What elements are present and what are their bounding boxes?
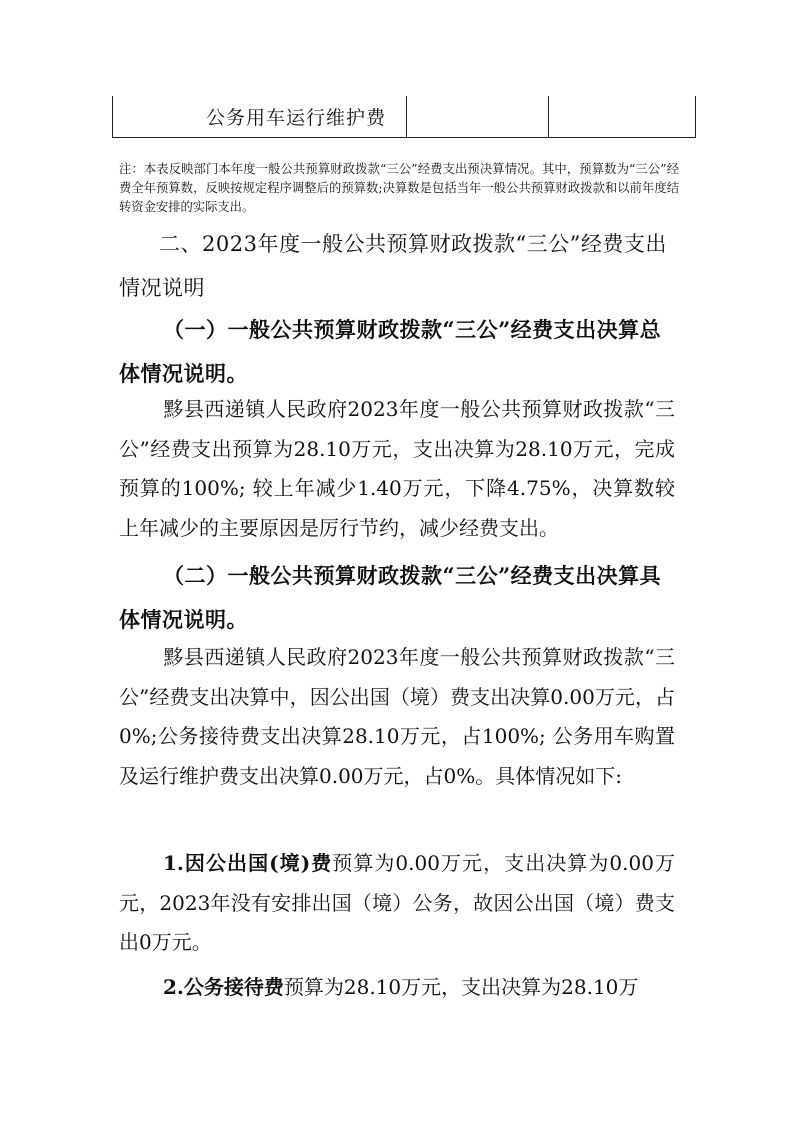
subsection-heading-1-text: （一）一般公共预算财政拨款“三公”经费支出决算总体情况说明。 — [119, 317, 662, 386]
item-reception-title: 2.公务接待费 — [163, 975, 284, 999]
section-heading — [119, 222, 675, 310]
item-reception — [119, 968, 675, 1008]
budget-table-fragment — [112, 96, 696, 138]
item-overseas — [119, 844, 675, 963]
paragraph-overall-text: 黟县西递镇人民政府2023年度一般公共预算财政拨款“三公”经费支出预算为28.10万元，支出决算为28.10万元，完成预算的100%; 较上年减少1.40万元，下降4.75%，决算数较上年减少的主要原因是厉行节约，减少经费支出。 — [119, 397, 675, 540]
paragraph-detail — [119, 638, 675, 796]
paragraph-overall — [119, 390, 675, 548]
paragraph-detail-text: 黟县西递镇人民政府2023年度一般公共预算财政拨款“三公”经费支出决算中，因公出国（境）费支出决算0.00万元，占0%;公务接待费支出决算28.10万元，占100%; 公务用车购置及运行维护费支出决算0.00万元，占0%。具体情况如下: — [119, 645, 675, 788]
table-note: 注：本表反映部门本年度一般公共预算财政拨款“三公”经费支出预决算情况。其中，预算数为“三公”经费全年预算数，反映按规定程序调整后的预算数;决算数是包括当年一般公共预算财政拨款和以前年度结转资金安排的实际支出。 — [119, 162, 679, 214]
item-reception-text: 预算为28.10万元，支出决算为28.10万 — [283, 975, 639, 999]
table-cell-empty — [407, 96, 549, 137]
subsection-heading-2 — [119, 554, 675, 642]
subsection-heading-1 — [119, 308, 675, 396]
subsection-heading-2-text: （二）一般公共预算财政拨款“三公”经费支出决算具体情况说明。 — [119, 563, 662, 632]
table-row-label: 公务用车运行维护费 — [113, 96, 407, 137]
item-overseas-title: 1.因公出国(境)费 — [163, 851, 333, 875]
section-heading-text: 二、2023年度一般公共预算财政拨款“三公”经费支出情况说明 — [119, 232, 667, 300]
item-overseas-text: 预算为0.00万元，支出决算为0.00万元，2023年没有安排出国（境）公务，故因公出国（境）费支出0万元。 — [119, 851, 675, 954]
